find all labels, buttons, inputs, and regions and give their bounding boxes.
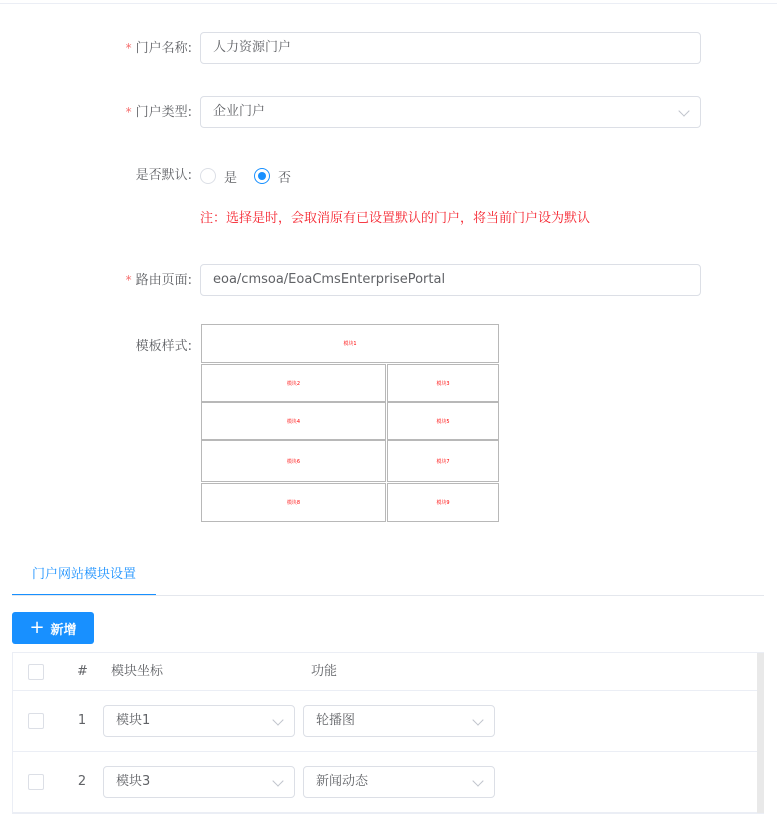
default-radio-group [200, 160, 308, 192]
table-header [13, 653, 758, 691]
table-row [13, 691, 758, 752]
name-label-text: 门户名称 [135, 41, 188, 56]
func-select-value: 新闻动态 [316, 774, 369, 789]
default-label-text: 是否默认 [135, 168, 188, 183]
template-cell-label: 模块9 [436, 500, 450, 506]
chevron-down-icon [272, 775, 283, 786]
template-cell-label: 模块6 [286, 458, 301, 465]
template-cell-label: 模块1 [343, 341, 357, 347]
template-cell-label: 模块5 [436, 418, 450, 425]
template-cell-label: 模块8 [286, 500, 301, 506]
radio-no[interactable] [254, 167, 291, 186]
default-note: 注：选择是时，会取消原有已设置默认的门户，将当前门户设为默认 [200, 211, 591, 226]
required-mark: * [125, 41, 132, 55]
chevron-down-icon [678, 105, 689, 116]
radio-no-label: 否 [278, 170, 292, 186]
route-label-text: 路由页面 [135, 273, 188, 288]
radio-checked-icon[interactable] [254, 168, 270, 184]
coord-select-value: 模块3 [116, 774, 151, 789]
row-index: 1 [77, 713, 87, 728]
radio-yes-label: 是 [224, 170, 238, 186]
template-cell-6 [201, 440, 386, 482]
add-button[interactable] [12, 612, 94, 644]
coord-select-value: 模块1 [116, 713, 151, 728]
type-select[interactable] [200, 96, 701, 128]
template-cell-1 [201, 324, 499, 363]
module-table [12, 652, 764, 814]
template-cell-label: 模块7 [436, 458, 450, 465]
label-colon: : [187, 339, 192, 354]
plus-icon: + [29, 617, 45, 638]
route-input[interactable]: eoa/cmsoa/EoaCmsEnterprisePortal [200, 264, 701, 296]
chevron-down-icon [472, 714, 483, 725]
select-all-checkbox[interactable] [28, 664, 44, 680]
template-cell-7 [387, 440, 499, 482]
table-scrollbar[interactable] [757, 653, 764, 813]
name-label [126, 32, 192, 64]
tab-divider [12, 595, 764, 596]
template-cell-3 [387, 364, 499, 402]
type-label-text: 门户类型 [135, 105, 188, 120]
label-colon: : [187, 273, 192, 288]
template-cell-label: 模块2 [286, 380, 301, 387]
header-func: 功能 [311, 664, 338, 679]
chevron-down-icon [272, 714, 283, 725]
header-coord: 模块坐标 [111, 664, 164, 679]
template-preview [201, 324, 499, 524]
header-index: # [77, 664, 88, 679]
template-cell-9 [387, 483, 499, 522]
chevron-down-icon [472, 775, 483, 786]
table-row [13, 752, 758, 813]
row-checkbox[interactable] [28, 774, 44, 790]
func-select[interactable] [303, 705, 495, 737]
label-colon: : [187, 105, 192, 120]
type-select-value: 企业门户 [213, 104, 266, 119]
required-mark: * [125, 273, 132, 287]
label-colon: : [187, 168, 192, 183]
radio-unchecked-icon[interactable] [200, 168, 216, 184]
template-cell-label: 模块4 [286, 418, 301, 425]
template-cell-label: 模块3 [436, 380, 450, 387]
type-label [126, 96, 192, 128]
coord-select[interactable] [103, 766, 295, 798]
add-button-label: 新增 [50, 622, 77, 638]
default-label [136, 160, 192, 192]
tab-module-settings[interactable]: 门户网站模块设置 [12, 560, 156, 596]
top-divider [0, 3, 777, 4]
template-cell-4 [201, 402, 386, 440]
coord-select[interactable] [103, 705, 295, 737]
func-select-value: 轮播图 [316, 713, 356, 728]
template-cell-5 [387, 402, 499, 440]
template-label-text: 模板样式 [135, 339, 188, 354]
template-cell-8 [201, 483, 386, 522]
template-cell-2 [201, 364, 386, 402]
row-checkbox[interactable] [28, 713, 44, 729]
row-index: 2 [77, 774, 87, 789]
func-select[interactable] [303, 766, 495, 798]
label-colon: : [187, 41, 192, 56]
route-label [126, 264, 192, 296]
required-mark: * [125, 105, 132, 119]
name-input[interactable]: 人力资源门户 [200, 32, 701, 64]
template-label [136, 331, 192, 363]
radio-yes[interactable] [200, 167, 237, 186]
